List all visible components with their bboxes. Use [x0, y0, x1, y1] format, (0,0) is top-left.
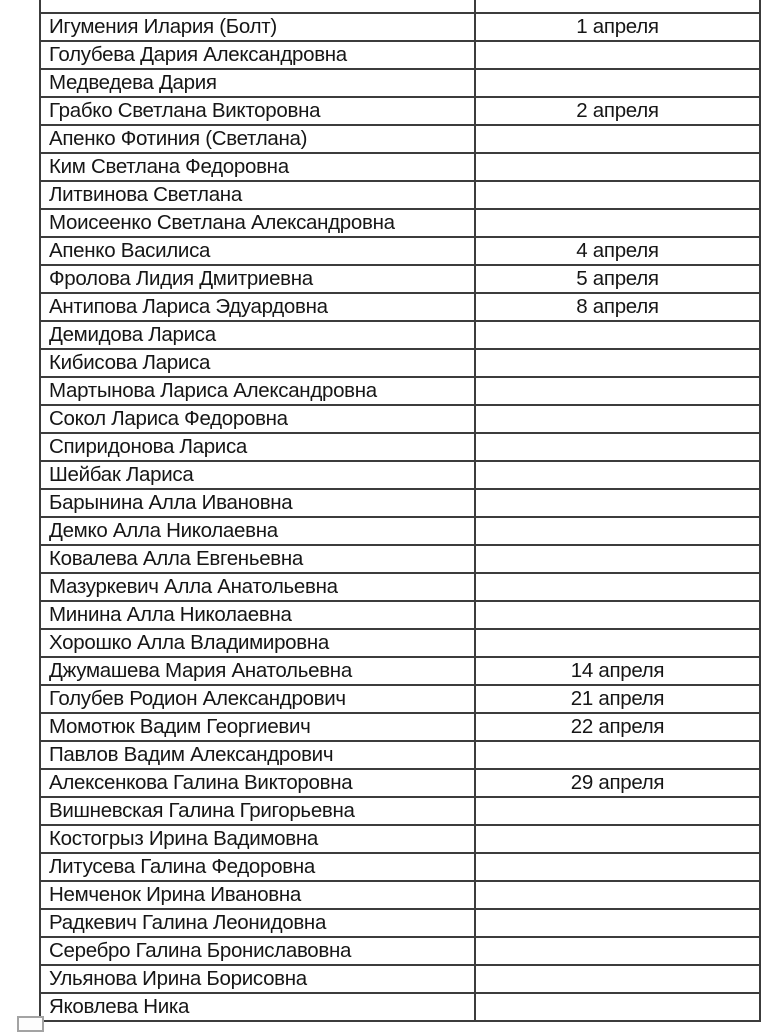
person-name-cell: Спиридонова Лариса — [40, 433, 475, 461]
table-row — [40, 181, 760, 209]
table-row — [40, 265, 760, 293]
birthday-date-cell — [475, 517, 760, 545]
table-row — [40, 909, 760, 937]
birthday-date-cell: 8 апреля — [475, 293, 760, 321]
person-name-cell: Ковалева Алла Евгеньевна — [40, 545, 475, 573]
table-row — [40, 69, 760, 97]
table-row — [40, 657, 760, 685]
table-row — [40, 349, 760, 377]
table-row — [40, 937, 760, 965]
table-row — [40, 97, 760, 125]
birthday-date-cell — [475, 181, 760, 209]
table-row — [40, 853, 760, 881]
table-row — [40, 685, 760, 713]
person-name-cell: Сокол Лариса Федоровна — [40, 405, 475, 433]
person-name-cell: Яковлева Ника — [40, 993, 475, 1021]
person-name-cell: Кибисова Лариса — [40, 349, 475, 377]
birthday-date-cell — [475, 41, 760, 69]
birthday-date-cell — [475, 209, 760, 237]
person-name-cell: Голубева Дария Александровна — [40, 41, 475, 69]
birthday-date-cell — [475, 909, 760, 937]
birthday-date-cell — [475, 741, 760, 769]
birthdays-table-body — [40, 0, 760, 1021]
table-row — [40, 713, 760, 741]
table-row — [40, 433, 760, 461]
table-row — [40, 881, 760, 909]
table-row — [40, 629, 760, 657]
birthday-date-cell — [475, 853, 760, 881]
person-name-cell: Литвинова Светлана — [40, 181, 475, 209]
person-name-cell: Шейбак Лариса — [40, 461, 475, 489]
person-name-cell: Демидова Лариса — [40, 321, 475, 349]
table-row — [40, 377, 760, 405]
table-row — [40, 237, 760, 265]
table-row — [40, 405, 760, 433]
person-name-cell — [40, 0, 475, 13]
person-name-cell: Игумения Илария (Болт) — [40, 13, 475, 41]
birthday-date-cell — [475, 601, 760, 629]
person-name-cell: Голубев Родион Александрович — [40, 685, 475, 713]
birthday-date-cell: 29 апреля — [475, 769, 760, 797]
birthday-date-cell — [475, 573, 760, 601]
birthday-date-cell — [475, 937, 760, 965]
birthday-date-cell: 2 апреля — [475, 97, 760, 125]
birthday-date-cell — [475, 69, 760, 97]
birthday-date-cell — [475, 797, 760, 825]
birthday-date-cell — [475, 153, 760, 181]
birthday-date-cell: 21 апреля — [475, 685, 760, 713]
birthday-date-cell — [475, 321, 760, 349]
person-name-cell: Вишневская Галина Григорьевна — [40, 797, 475, 825]
table-row — [40, 769, 760, 797]
birthday-date-cell — [475, 0, 760, 13]
person-name-cell: Мартынова Лариса Александровна — [40, 377, 475, 405]
person-name-cell: Ким Светлана Федоровна — [40, 153, 475, 181]
person-name-cell: Алексенкова Галина Викторовна — [40, 769, 475, 797]
person-name-cell: Хорошко Алла Владимировна — [40, 629, 475, 657]
table-row — [40, 517, 760, 545]
person-name-cell: Павлов Вадим Александрович — [40, 741, 475, 769]
table-row — [40, 741, 760, 769]
table-row — [40, 965, 760, 993]
table-row — [40, 321, 760, 349]
birthday-date-cell: 22 апреля — [475, 713, 760, 741]
table-row — [40, 545, 760, 573]
birthday-date-cell — [475, 461, 760, 489]
person-name-cell: Радкевич Галина Леонидовна — [40, 909, 475, 937]
person-name-cell: Барынина Алла Ивановна — [40, 489, 475, 517]
person-name-cell: Серебро Галина Брониславовна — [40, 937, 475, 965]
person-name-cell: Моисеенко Светлана Александровна — [40, 209, 475, 237]
table-corner-handle[interactable] — [17, 1016, 44, 1032]
birthday-date-cell: 4 апреля — [475, 237, 760, 265]
table-row — [40, 461, 760, 489]
person-name-cell: Медведева Дария — [40, 69, 475, 97]
person-name-cell: Минина Алла Николаевна — [40, 601, 475, 629]
person-name-cell: Литусева Галина Федоровна — [40, 853, 475, 881]
table-row — [40, 209, 760, 237]
birthdays-table — [39, 0, 761, 1022]
person-name-cell: Антипова Лариса Эдуардовна — [40, 293, 475, 321]
birthday-date-cell — [475, 405, 760, 433]
table-row — [40, 797, 760, 825]
birthday-date-cell — [475, 125, 760, 153]
birthday-date-cell — [475, 489, 760, 517]
table-row — [40, 993, 760, 1021]
table-row — [40, 825, 760, 853]
person-name-cell: Апенко Фотиния (Светлана) — [40, 125, 475, 153]
table-row-partial — [40, 0, 760, 13]
birthday-date-cell: 1 апреля — [475, 13, 760, 41]
birthday-date-cell — [475, 965, 760, 993]
table-row — [40, 573, 760, 601]
person-name-cell: Момотюк Вадим Георгиевич — [40, 713, 475, 741]
birthday-date-cell — [475, 881, 760, 909]
birthday-date-cell: 14 апреля — [475, 657, 760, 685]
birthday-date-cell — [475, 349, 760, 377]
table-row — [40, 601, 760, 629]
person-name-cell: Мазуркевич Алла Анатольевна — [40, 573, 475, 601]
table-row — [40, 125, 760, 153]
birthday-date-cell — [475, 377, 760, 405]
person-name-cell: Ульянова Ирина Борисовна — [40, 965, 475, 993]
birthday-date-cell — [475, 629, 760, 657]
birthday-date-cell: 5 апреля — [475, 265, 760, 293]
table-row — [40, 153, 760, 181]
birthday-date-cell — [475, 993, 760, 1021]
person-name-cell: Апенко Василиса — [40, 237, 475, 265]
person-name-cell: Костогрыз Ирина Вадимовна — [40, 825, 475, 853]
birthday-date-cell — [475, 545, 760, 573]
person-name-cell: Демко Алла Николаевна — [40, 517, 475, 545]
table-row — [40, 489, 760, 517]
birthday-date-cell — [475, 825, 760, 853]
table-row — [40, 13, 760, 41]
birthday-date-cell — [475, 433, 760, 461]
person-name-cell: Грабко Светлана Викторовна — [40, 97, 475, 125]
person-name-cell: Фролова Лидия Дмитриевна — [40, 265, 475, 293]
table-row — [40, 41, 760, 69]
person-name-cell: Немченок Ирина Ивановна — [40, 881, 475, 909]
person-name-cell: Джумашева Мария Анатольевна — [40, 657, 475, 685]
table-row — [40, 293, 760, 321]
